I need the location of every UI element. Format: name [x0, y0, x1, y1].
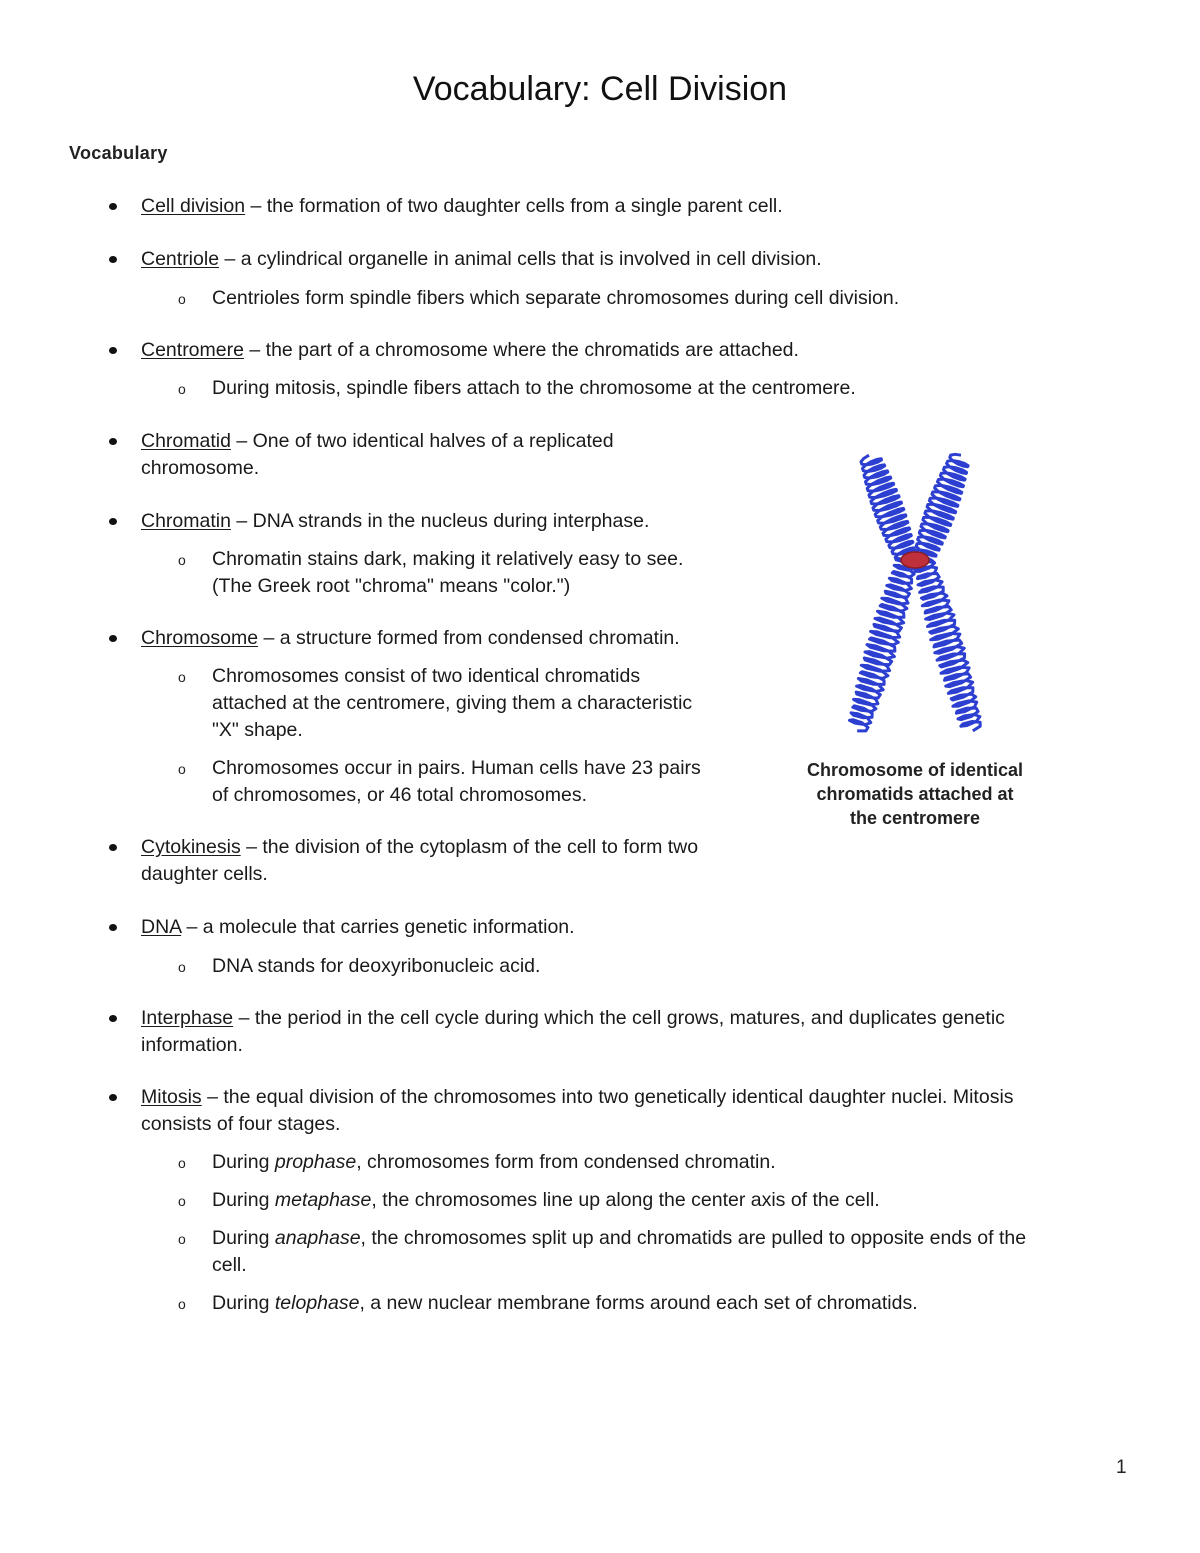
term-mitosis [141, 1084, 1014, 1138]
bullet-icon [109, 1094, 117, 1101]
circle-bullet-icon: o [178, 1155, 186, 1171]
term-definition: – a molecule that carries genetic information. [181, 916, 575, 938]
term-word: Chromatin [141, 510, 231, 532]
circle-bullet-icon: o [178, 959, 186, 975]
term-dna [141, 914, 575, 941]
sub-note: o Centrioles form spindle fibers which separate chromosomes during cell division. [212, 285, 899, 312]
term-word: Centriole [141, 248, 220, 270]
term-definition: – the part of a chromosome where the chromatids are attached. [243, 339, 799, 361]
circle-bullet-icon: o [178, 381, 186, 397]
circle-bullet-icon: o [178, 1193, 186, 1209]
term-word: DNA [141, 916, 182, 938]
term-definition: – One of two identical halves of a replicated [230, 430, 614, 452]
bullet-icon [109, 635, 117, 642]
phase-name: metaphase [274, 1189, 372, 1211]
chromosome-illustration [840, 448, 990, 738]
term-definition: – the equal division of the chromosomes into two genetically identical daughter nuclei. Mitosis [201, 1086, 1014, 1108]
term-definition: – the division of the cytoplasm of the cell to form two [240, 836, 699, 858]
page-number: 1 [1116, 1457, 1127, 1478]
term-definition-cont: chromosome. [141, 457, 260, 479]
phase-name: prophase [274, 1151, 357, 1173]
circle-bullet-icon: o [178, 669, 186, 685]
bullet-icon [109, 203, 117, 210]
sub-note: o Chromosomes occur in pairs. Human cells have 23 pairs of chromosomes, or 46 total chromosomes. [178, 757, 701, 806]
chromosome-figure [780, 448, 1050, 838]
bullet-icon [109, 518, 117, 525]
term-centromere [141, 337, 799, 364]
bullet-icon [109, 1015, 117, 1022]
term-definition-cont: information. [141, 1034, 243, 1056]
term-chromatin [141, 508, 649, 535]
term-chromatid [141, 428, 614, 482]
term-interphase [141, 1005, 1005, 1059]
bullet-icon [109, 844, 117, 851]
term-definition: – the period in the cell cycle during which the cell grows, matures, and duplicates genetic [233, 1007, 1005, 1029]
term-definition: – DNA strands in the nucleus during interphase. [230, 510, 650, 532]
phase-name: anaphase [274, 1227, 361, 1249]
term-definition: – a structure formed from condensed chromatin. [258, 627, 680, 649]
section-heading: Vocabulary [69, 143, 168, 163]
term-cytokinesis [141, 834, 698, 888]
chromatid-strands [850, 454, 981, 731]
term-definition: – the formation of two daughter cells from a single parent cell. [245, 195, 783, 217]
circle-bullet-icon: o [178, 1231, 186, 1247]
chromatid-arm-lower-left [850, 558, 916, 731]
term-definition-cont: consists of four stages. [141, 1113, 341, 1135]
term-word: Chromatid [141, 430, 231, 452]
term-word: Cytokinesis [141, 836, 241, 858]
term-word: Mitosis [141, 1086, 202, 1108]
term-definition-cont: daughter cells. [141, 863, 268, 885]
bullet-icon [109, 438, 117, 445]
mitosis-stage: o During anaphase, the chromosomes split up and chromatids are pulled to opposite ends of the cell. [178, 1227, 1027, 1276]
chromatid-arm-lower-right [914, 560, 980, 731]
sub-note: o Chromatin stains dark, making it relatively easy to see. (The Greek root "chroma" means "color.") [178, 548, 684, 597]
chromatid-arm-upper-right [915, 454, 968, 562]
term-definition: – a cylindrical organelle in animal cells that is involved in cell division. [219, 248, 822, 270]
bullet-icon [109, 347, 117, 354]
sub-note: o Chromosomes consist of two identical chromatids attached at the centromere, giving them a characteristic "X" shape. [178, 665, 693, 741]
term-word: Centromere [141, 339, 244, 361]
chromatid-arm-upper-left [861, 455, 916, 560]
circle-bullet-icon: o [178, 291, 186, 307]
mitosis-stage: o During prophase, chromosomes form from condensed chromatin. [212, 1149, 776, 1176]
phase-name: telophase [274, 1292, 360, 1314]
circle-bullet-icon: o [178, 552, 186, 568]
sub-note: o During mitosis, spindle fibers attach to the chromosome at the centromere. [212, 375, 856, 402]
term-cell-division [141, 193, 783, 220]
centromere-mark [901, 552, 929, 568]
term-word: Cell division [141, 195, 246, 217]
term-chromosome [141, 625, 680, 652]
bullet-icon [109, 256, 117, 263]
page-title: Vocabulary: Cell Division [412, 70, 788, 108]
circle-bullet-icon: o [178, 761, 186, 777]
circle-bullet-icon: o [178, 1296, 186, 1312]
sub-note: o DNA stands for deoxyribonucleic acid. [212, 953, 540, 980]
mitosis-stage: o During metaphase, the chromosomes line up along the center axis of the cell. [212, 1187, 880, 1214]
term-word: Chromosome [141, 627, 259, 649]
bullet-icon [109, 924, 117, 931]
figure-caption: Chromosome of identical chromatids attached at the centromere [806, 760, 1024, 828]
term-word: Interphase [141, 1007, 234, 1029]
term-centriole [141, 246, 822, 273]
mitosis-stage: o During telophase, a new nuclear membrane forms around each set of chromatids. [212, 1290, 918, 1317]
